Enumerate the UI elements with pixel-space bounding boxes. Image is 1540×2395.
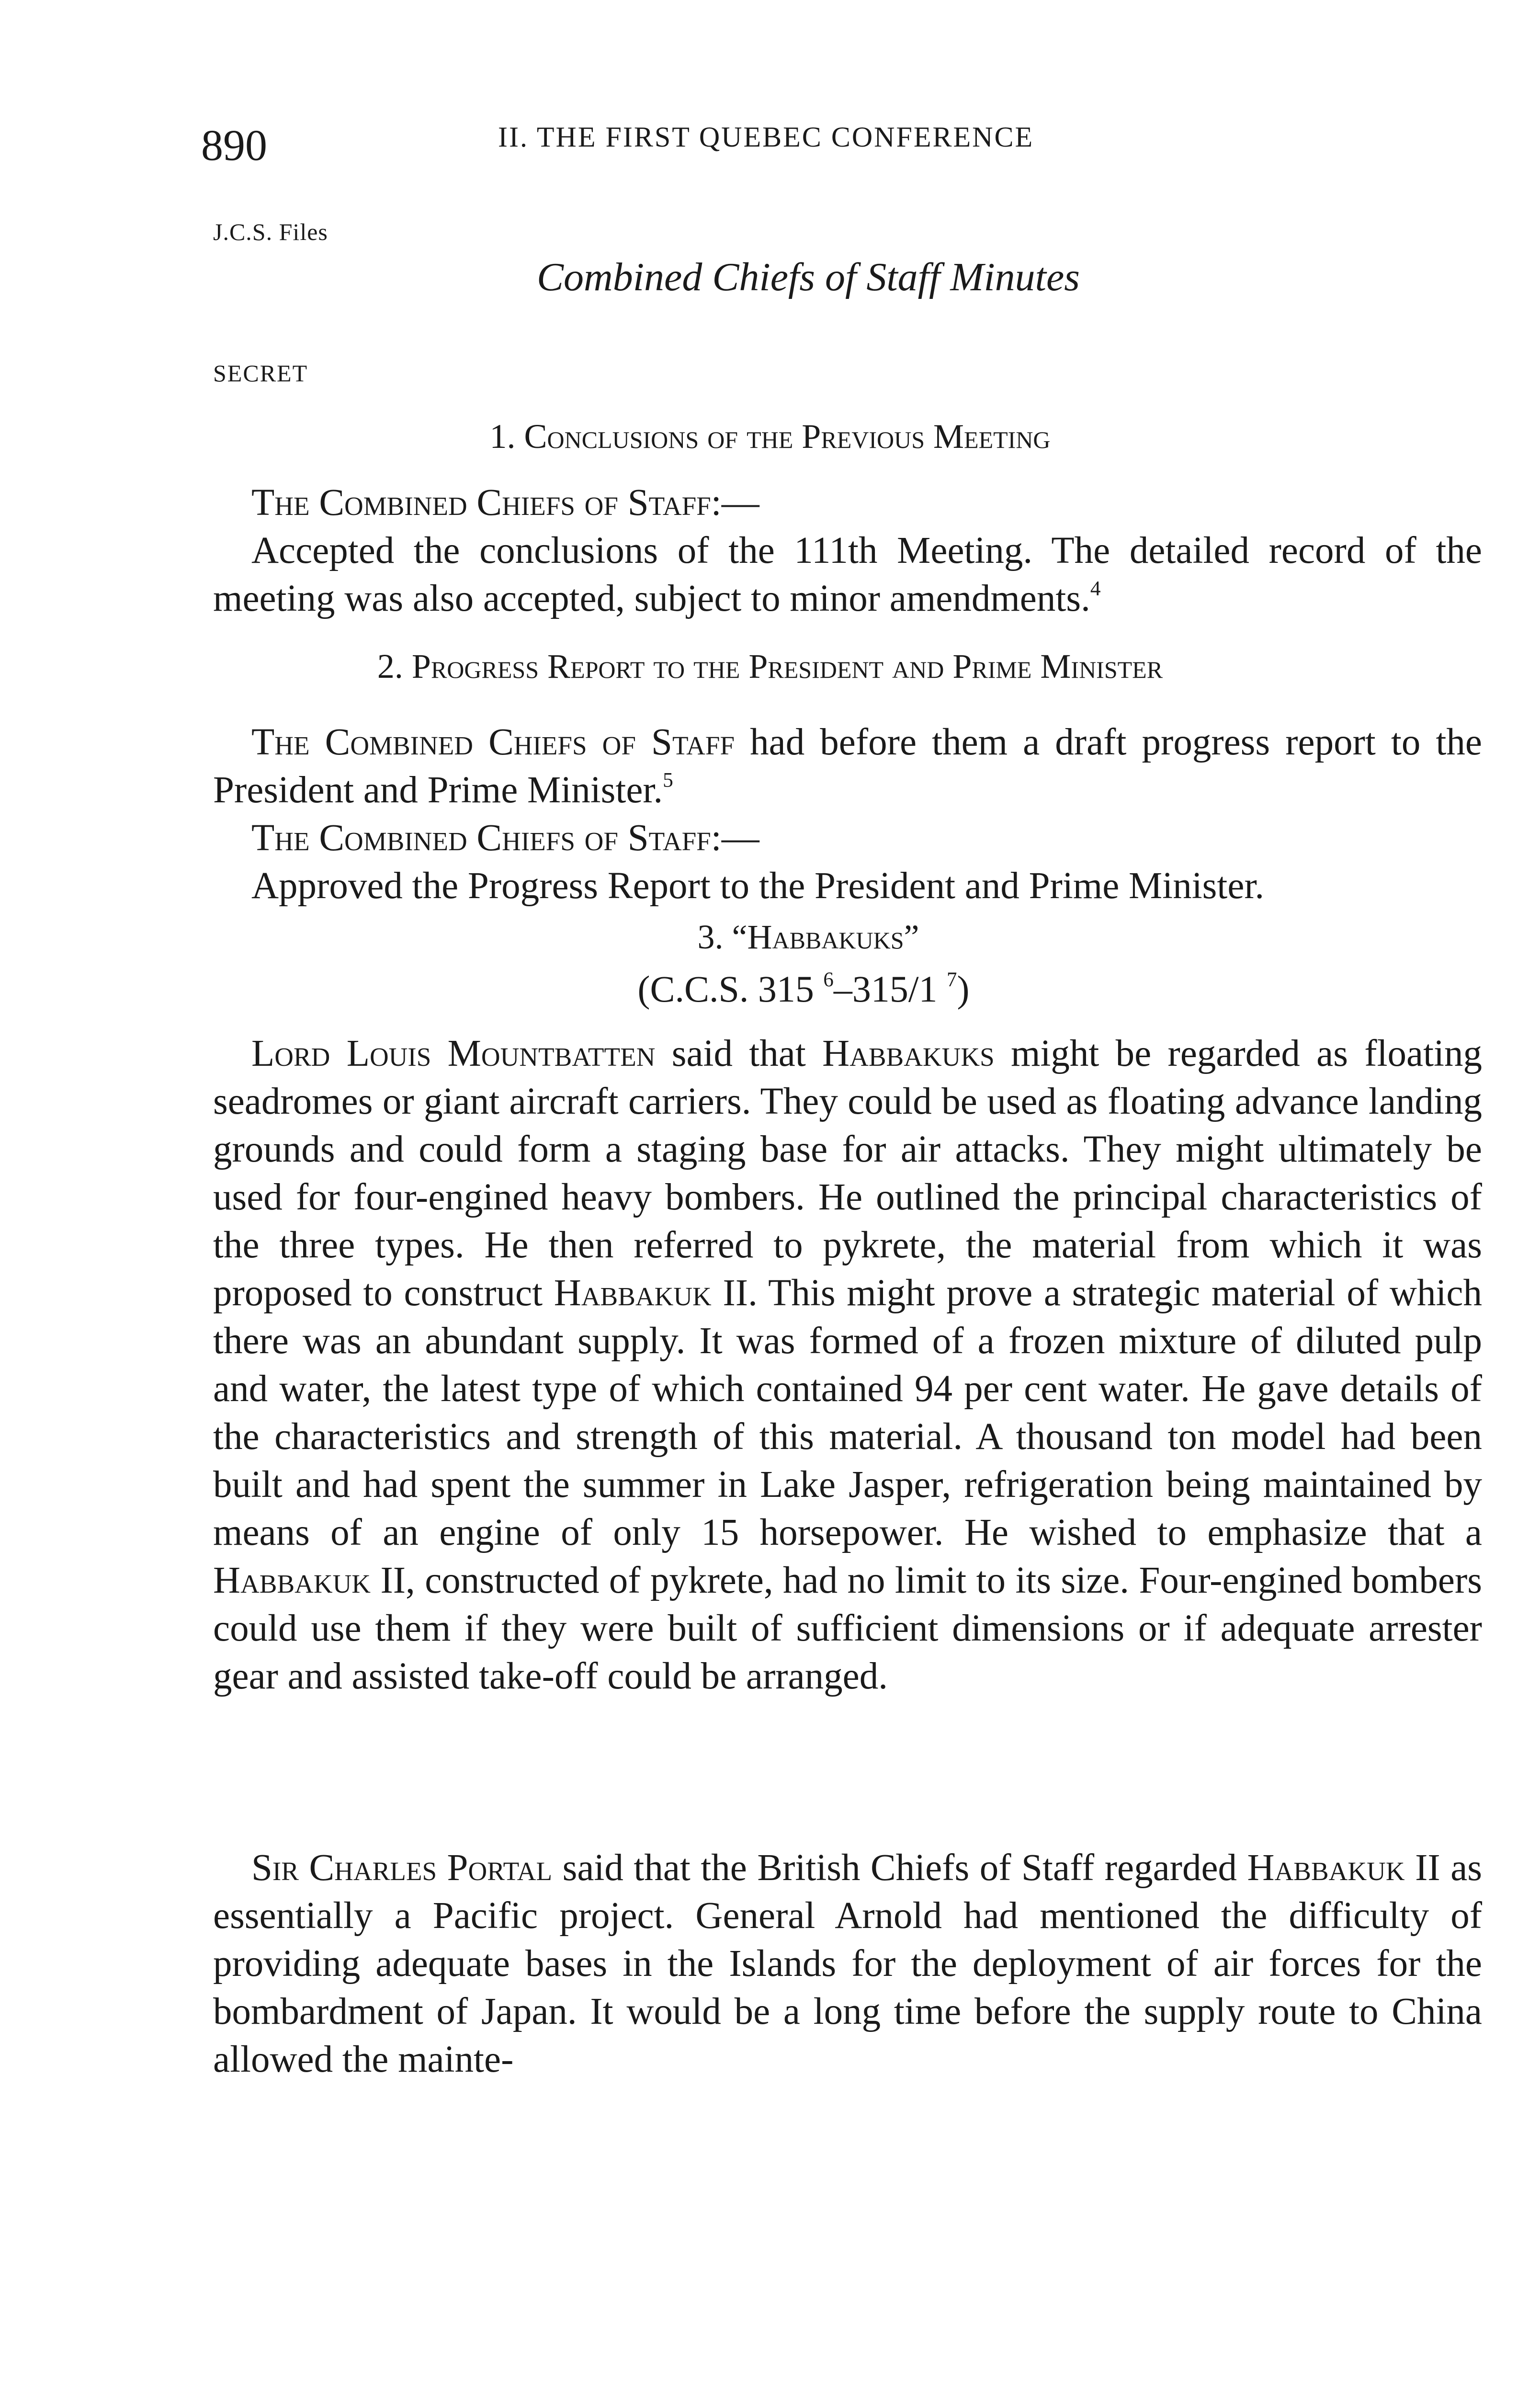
document-title: Combined Chiefs of Staff Minutes bbox=[537, 255, 1080, 299]
item-2-label: The Combined Chiefs of Staff:— bbox=[251, 817, 759, 859]
para-2-text-1: said that the British Chiefs of Staff regarded bbox=[552, 1847, 1247, 1889]
para-1-text-3: II. This might prove a strategic material of which there was an abundant supply. It was formed of a frozen mixture of diluted pulp and water, the latest type of which contained 94 per cent water. He gave details of the characteristics and strength of this material. A thousand ton model had been built and had spent the summer in Lake Jasper, refrigeration being maintained by means of an engine of only 15 horsepower. He wished to emphasize that a bbox=[213, 1272, 1482, 1553]
item-2-heading: 2. Progress Report to the President and Prime Minister bbox=[377, 647, 1163, 685]
para-1-text-1: said that bbox=[655, 1033, 823, 1074]
item-2-decision: Approved the Progress Report to the President and Prime Minister. bbox=[251, 865, 1265, 907]
para-1-term-1: Habbakuks bbox=[822, 1033, 995, 1074]
footnote-ref-6: 6 bbox=[823, 968, 834, 991]
item-3-ref-middle: –315/1 bbox=[833, 968, 938, 1010]
item-3-paragraph-1 bbox=[213, 1030, 1482, 1700]
running-head: II. THE FIRST QUEBEC CONFERENCE bbox=[498, 121, 1034, 153]
source-note: J.C.S. Files bbox=[213, 218, 328, 245]
item-1-heading: 1. Conclusions of the Previous Meeting bbox=[489, 417, 1051, 456]
item-2-text: had before them a draft progress report to the President and Prime Minister. bbox=[213, 721, 1482, 811]
item-1-label: The Combined Chiefs of Staff:— bbox=[251, 482, 759, 524]
item-3-ref-suffix: ) bbox=[957, 968, 970, 1010]
page-number: 890 bbox=[201, 121, 267, 170]
item-2-subject: The Combined Chiefs of Staff bbox=[251, 721, 735, 763]
para-2-term-1: Habbakuk bbox=[1247, 1847, 1405, 1889]
speaker-portal: Sir Charles Portal bbox=[251, 1847, 553, 1889]
item-3-reference bbox=[0, 968, 1540, 1011]
footnote-ref-7: 7 bbox=[947, 968, 957, 991]
para-1-text-2: might be regarded as floating seadromes or giant aircraft carriers. They could be used as floating advance landing grounds and could form a staging base for air attacks. They might ultimately be used for four-engined heavy bombers. He outlined the principal characteristics of the three types. He then referred to pykrete, the material from which it was proposed to construct bbox=[213, 1033, 1482, 1314]
para-2-text-2: II as essentially a Pacific project. General Arnold had mentioned the difficulty of providing adequate bases in the Islands for the deployment of air forces for the bombardment of Japan. It would be a long time before the supply route to China allowed the mainte- bbox=[213, 1847, 1483, 2080]
item-3-heading: 3. “Habbakuks” bbox=[697, 918, 919, 956]
item-1-conclusion-text: Accepted the conclusions of the 111th Meeting. The detailed record of the meeting was also accepted, subject to minor amendments. bbox=[213, 530, 1482, 619]
item-2-paragraph bbox=[213, 718, 1482, 814]
item-3-ref-prefix: (C.C.S. 315 bbox=[637, 968, 814, 1010]
para-1-text-4: II, constructed of pykrete, had no limit to its size. Four-engined bombers could use them if they were built of sufficient dimensions or if adequate arrester gear and assisted take-off could be arranged. bbox=[213, 1560, 1482, 1697]
para-1-term-3: Habbakuk bbox=[213, 1560, 371, 1601]
item-3-paragraph-2 bbox=[213, 1844, 1482, 2084]
para-1-term-2: Habbakuk bbox=[554, 1272, 712, 1314]
item-1-conclusion bbox=[213, 527, 1482, 623]
classification-label: SECRET bbox=[213, 360, 308, 387]
speaker-mountbatten: Lord Louis Mountbatten bbox=[251, 1033, 656, 1074]
footnote-ref-5: 5 bbox=[663, 768, 673, 792]
footnote-ref-4: 4 bbox=[1090, 577, 1101, 600]
